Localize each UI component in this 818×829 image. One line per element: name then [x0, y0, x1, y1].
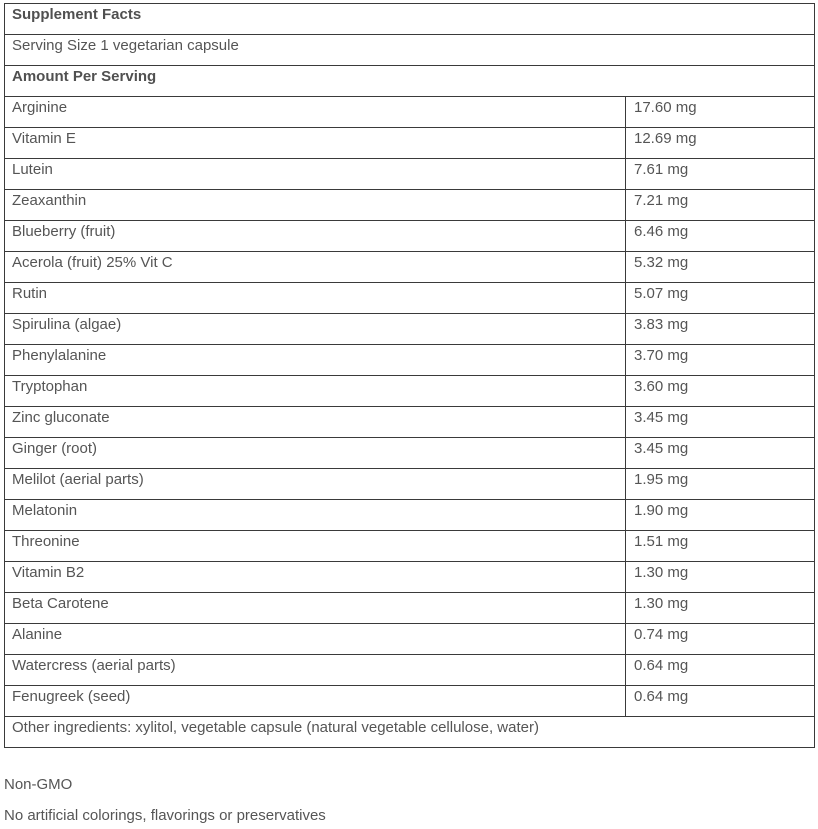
serving-size-row: [5, 35, 815, 66]
ingredient-row: [5, 531, 815, 562]
ingredient-name: Threonine: [5, 531, 626, 562]
no-artificial-note: No artificial colorings, flavorings or preservatives: [4, 807, 326, 824]
ingredient-amount: 3.45 mg: [626, 407, 815, 438]
ingredient-row: [5, 221, 815, 252]
ingredient-name: Rutin: [5, 283, 626, 314]
ingredient-amount: 0.64 mg: [626, 686, 815, 717]
ingredient-amount: 5.32 mg: [626, 252, 815, 283]
ingredient-amount: 0.74 mg: [626, 624, 815, 655]
supplement-facts-title: Supplement Facts: [5, 4, 815, 35]
ingredient-row: [5, 469, 815, 500]
ingredient-row: [5, 190, 815, 221]
ingredient-row: [5, 438, 815, 469]
ingredient-row: [5, 159, 815, 190]
ingredient-amount: 5.07 mg: [626, 283, 815, 314]
other-ingredients: Other ingredients: xylitol, vegetable capsule (natural vegetable cellulose, water): [5, 717, 815, 748]
ingredient-amount: 7.61 mg: [626, 159, 815, 190]
amount-header-row: [5, 66, 815, 97]
title-row: [5, 4, 815, 35]
ingredient-amount: 3.70 mg: [626, 345, 815, 376]
ingredient-row: [5, 562, 815, 593]
ingredient-name: Acerola (fruit) 25% Vit C: [5, 252, 626, 283]
ingredient-amount: 3.60 mg: [626, 376, 815, 407]
ingredient-name: Lutein: [5, 159, 626, 190]
ingredient-row: [5, 655, 815, 686]
ingredient-amount: 3.45 mg: [626, 438, 815, 469]
ingredient-name: Vitamin E: [5, 128, 626, 159]
ingredient-amount: 1.95 mg: [626, 469, 815, 500]
ingredient-amount: 12.69 mg: [626, 128, 815, 159]
ingredient-name: Spirulina (algae): [5, 314, 626, 345]
ingredient-row: [5, 128, 815, 159]
ingredient-name: Fenugreek (seed): [5, 686, 626, 717]
ingredient-name: Beta Carotene: [5, 593, 626, 624]
ingredient-name: Melatonin: [5, 500, 626, 531]
ingredient-amount: 0.64 mg: [626, 655, 815, 686]
ingredient-row: [5, 314, 815, 345]
ingredient-name: Zeaxanthin: [5, 190, 626, 221]
ingredient-row: [5, 252, 815, 283]
supplement-facts-table: [4, 3, 815, 748]
ingredient-row: [5, 97, 815, 128]
ingredient-name: Melilot (aerial parts): [5, 469, 626, 500]
ingredient-amount: 1.51 mg: [626, 531, 815, 562]
ingredient-amount: 1.90 mg: [626, 500, 815, 531]
ingredient-name: Watercress (aerial parts): [5, 655, 626, 686]
ingredient-name: Arginine: [5, 97, 626, 128]
serving-size: Serving Size 1 vegetarian capsule: [5, 35, 815, 66]
ingredient-name: Vitamin B2: [5, 562, 626, 593]
non-gmo-note: Non-GMO: [4, 776, 73, 793]
ingredient-name: Blueberry (fruit): [5, 221, 626, 252]
ingredient-row: [5, 593, 815, 624]
ingredient-row: [5, 376, 815, 407]
ingredient-amount: 17.60 mg: [626, 97, 815, 128]
ingredient-amount: 3.83 mg: [626, 314, 815, 345]
ingredient-amount: 1.30 mg: [626, 593, 815, 624]
ingredient-amount: 7.21 mg: [626, 190, 815, 221]
ingredient-name: Ginger (root): [5, 438, 626, 469]
ingredient-name: Tryptophan: [5, 376, 626, 407]
ingredient-row: [5, 686, 815, 717]
ingredient-row: [5, 345, 815, 376]
ingredient-row: [5, 624, 815, 655]
other-ingredients-row: [5, 717, 815, 748]
ingredient-name: Zinc gluconate: [5, 407, 626, 438]
amount-per-serving-header: Amount Per Serving: [5, 66, 815, 97]
supplement-facts-body: [5, 4, 815, 748]
ingredient-amount: 6.46 mg: [626, 221, 815, 252]
ingredient-row: [5, 500, 815, 531]
ingredient-name: Alanine: [5, 624, 626, 655]
ingredient-row: [5, 407, 815, 438]
ingredient-amount: 1.30 mg: [626, 562, 815, 593]
ingredient-name: Phenylalanine: [5, 345, 626, 376]
ingredient-row: [5, 283, 815, 314]
